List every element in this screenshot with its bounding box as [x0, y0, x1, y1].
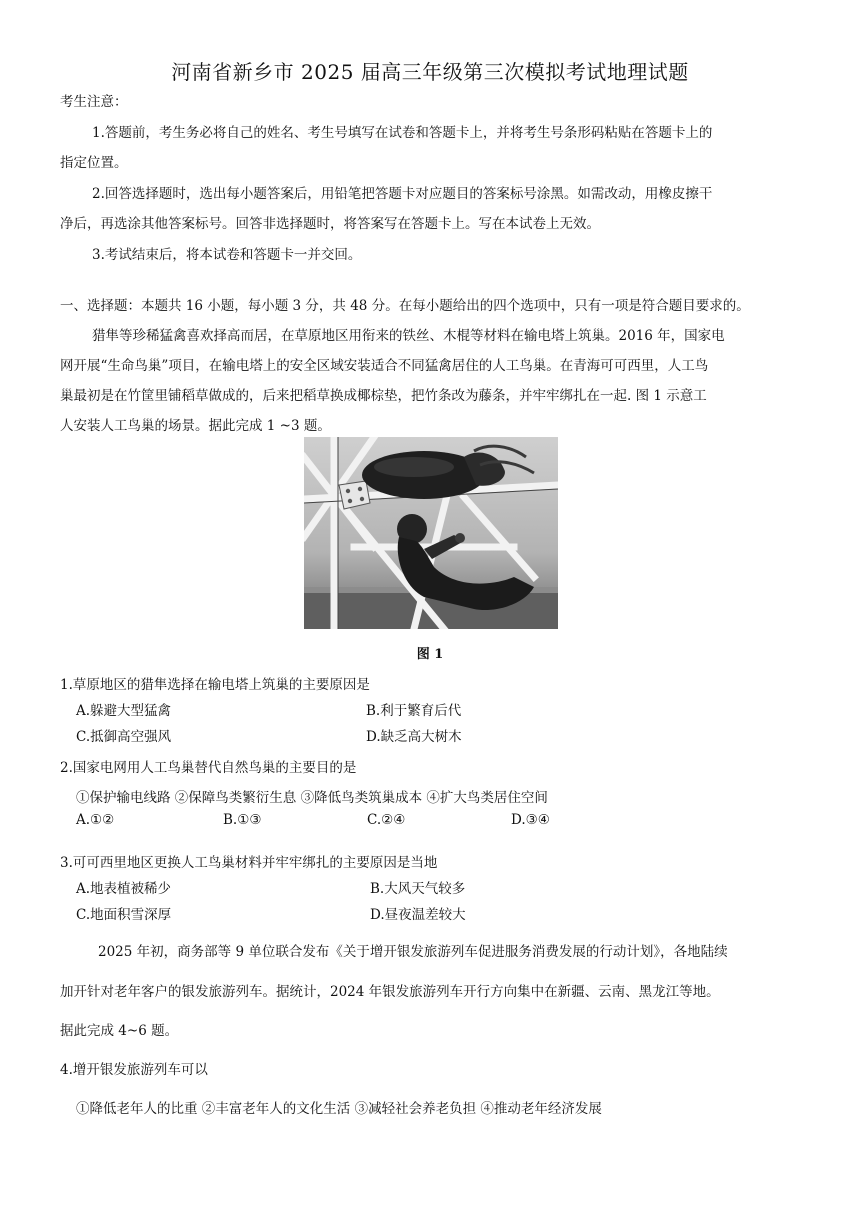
passage1-line-1: 猎隼等珍稀猛禽喜欢择高而居，在草原地区用衔来的铁丝、木棍等材料在输电塔上筑巢。2016 年，国家电 [92, 328, 725, 344]
notice-heading: 考生注意： [60, 94, 128, 110]
notice-item-2b: 净后，再选涂其他答案标号。回答非选择题时，将答案写在答题卡上。写在本试卷上无效。 [60, 216, 600, 232]
q1-stem: 1.草原地区的猎隼选择在输电塔上筑巢的主要原因是 [60, 677, 370, 693]
page-title: 河南省新乡市 2025 届高三年级第三次模拟考试地理试题 [171, 60, 689, 84]
figure-1-photo [304, 437, 558, 629]
passage2-line-2: 加开针对老年客户的银发旅游列车。据统计，2024 年银发旅游列车开行方向集中在新疆、云南、黑龙江等地。 [60, 984, 720, 1000]
section-header: 一、选择题：本题共 16 小题，每小题 3 分，共 48 分。在每小题给出的四个选项中，只有一项是符合题目要求的。 [60, 298, 750, 314]
q3-option-a: A.地表植被稀少 [76, 881, 172, 897]
q2-option-b: B.①③ [223, 812, 262, 828]
q3-stem: 3.可可西里地区更换人工鸟巢材料并牢牢绑扎的主要原因是当地 [60, 855, 438, 871]
q3-option-c: C.地面积雪深厚 [76, 907, 172, 923]
passage2-line-1: 2025 年初，商务部等 9 单位联合发布《关于增开银发旅游列车促进服务消费发展的行动计划》，各地陆续 [98, 944, 728, 960]
q4-stem: 4.增开银发旅游列车可以 [60, 1062, 208, 1078]
q1-option-a: A.躲避大型猛禽 [76, 703, 172, 719]
notice-item-1a: 1.答题前，考生务必将自己的姓名、考生号填写在试卷和答题卡上，并将考生号条形码粘贴在答题卡上的 [92, 125, 713, 141]
q4-options-line: ①降低老年人的比重 ②丰富老年人的文化生活 ③减轻社会养老负担 ④推动老年经济发展 [76, 1101, 602, 1117]
figure-1-caption: 图 1 [416, 647, 444, 662]
q2-options-line: ①保护输电线路 ②保障鸟类繁衍生息 ③降低鸟类筑巢成本 ④扩大鸟类居住空间 [76, 790, 548, 806]
q1-option-b: B.利于繁育后代 [366, 703, 462, 719]
notice-item-1b: 指定位置。 [60, 155, 128, 171]
q2-option-c: C.②④ [367, 812, 406, 828]
q3-option-b: B.大风天气较多 [370, 881, 466, 897]
passage2-line-3: 据此完成 4~6 题。 [60, 1023, 179, 1039]
notice-item-2a: 2.回答选择题时，选出每小题答案后，用铅笔把答题卡对应题目的答案标号涂黑。如需改动，用橡皮擦干 [92, 186, 713, 202]
passage1-line-3: 巢最初是在竹筐里铺稻草做成的，后来把稻草换成椰棕垫，把竹条改为藤条，并牢牢绑扎在一起. 图 1 示意工 [60, 388, 707, 404]
q1-option-c: C.抵御高空强风 [76, 729, 172, 745]
q3-option-d: D.昼夜温差较大 [370, 907, 466, 923]
q2-stem: 2.国家电网用人工鸟巢替代自然鸟巢的主要目的是 [60, 760, 357, 776]
passage1-line-4: 人安装人工鸟巢的场景。据此完成 1 ~3 题。 [60, 418, 331, 434]
passage1-line-2: 网开展“生命鸟巢”项目，在输电塔上的安全区域安装适合不同猛禽居住的人工鸟巢。在青海可可西里，人工鸟 [60, 358, 709, 374]
q2-option-a: A.①② [76, 812, 115, 828]
notice-item-3: 3.考试结束后，将本试卷和答题卡一并交回。 [92, 247, 362, 263]
q2-option-d: D.③④ [511, 812, 550, 828]
q1-option-d: D.缺乏高大树木 [366, 729, 462, 745]
